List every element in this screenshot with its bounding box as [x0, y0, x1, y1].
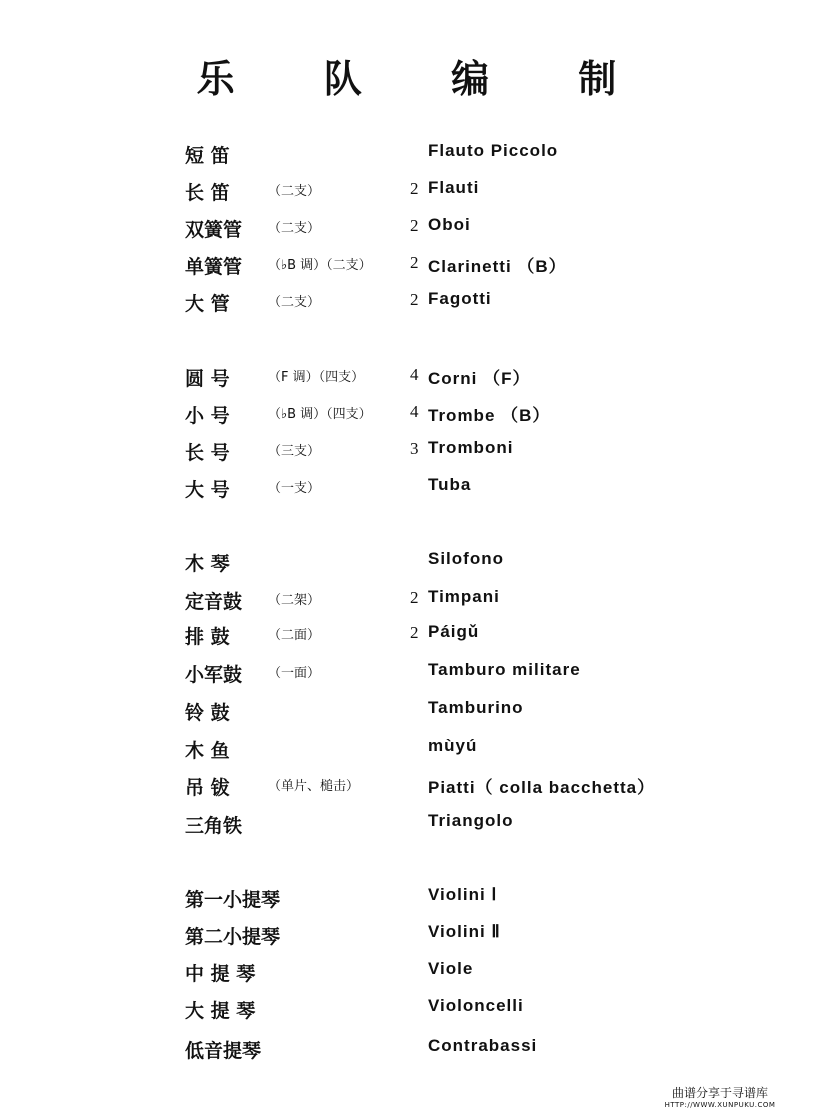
quantity-note: （一面） [268, 666, 321, 681]
italian-name: Flauto Piccolo [428, 141, 559, 160]
chinese-name: 中 提 琴 [185, 963, 256, 985]
quantity-note: （二支） [268, 295, 321, 310]
chinese-name: 木 鱼 [185, 740, 230, 762]
quantity-note: （一支） [268, 481, 321, 496]
italian-name: mùyú [428, 736, 478, 755]
italian-name: Piatti（ colla bacchetta） [428, 778, 656, 797]
instrument-row-trombones [0, 438, 813, 474]
instrument-row-horns [0, 364, 813, 400]
chinese-name: 大 管 [185, 293, 230, 315]
quantity-note: （三支） [268, 444, 321, 459]
italian-name: Violoncelli [428, 996, 524, 1015]
instrument-row-wood-block [0, 736, 813, 772]
count: 2 [410, 253, 419, 272]
chinese-name: 第一小提琴 [185, 889, 281, 911]
quantity-note: （F 调）（四支） [268, 370, 365, 385]
instrument-row-xylophone [0, 549, 813, 585]
italian-name: Contrabassi [428, 1036, 538, 1055]
instrument-row-flutes [0, 178, 813, 214]
instrument-row-cello [0, 996, 813, 1032]
chinese-name: 第二小提琴 [185, 926, 281, 948]
chinese-name: 大 提 琴 [185, 1000, 256, 1022]
instrument-row-double-bass [0, 1036, 813, 1072]
instrument-row-triangle [0, 811, 813, 847]
count: 3 [410, 439, 419, 458]
quantity-note: （单片、槌击） [268, 779, 360, 794]
italian-name: Flauti [428, 178, 480, 197]
instrument-row-timpani [0, 587, 813, 623]
instrument-row-piccolo [0, 141, 813, 177]
count: 4 [410, 402, 419, 421]
watermark-site: 曲谱分享于寻谱库 [671, 1086, 768, 1100]
chinese-name: 小 号 [185, 405, 230, 427]
quantity-note: （二支） [268, 184, 321, 199]
chinese-name: 小军鼓 [185, 664, 243, 686]
count: 2 [410, 588, 419, 607]
count: 2 [410, 623, 419, 642]
italian-name: Trombe （B） [428, 406, 551, 425]
italian-name: Tamburo militare [428, 660, 581, 679]
italian-name: Silofono [428, 549, 504, 568]
instrument-row-snare-drum [0, 660, 813, 696]
instrument-row-violin-2 [0, 922, 813, 958]
quantity-note: （二架） [268, 593, 321, 608]
italian-name: Violini Ⅱ [428, 922, 501, 941]
chinese-name: 单簧管 [185, 256, 243, 278]
quantity-note: （♭B 调）（二支） [268, 258, 372, 273]
count: 2 [410, 290, 419, 309]
quantity-note: （二面） [268, 628, 321, 643]
chinese-name: 木 琴 [185, 553, 230, 575]
count: 2 [410, 179, 419, 198]
italian-name: Triangolo [428, 811, 514, 830]
watermark-url: HTTP://WWW.XUNPUKU.COM [664, 1101, 776, 1109]
chinese-name: 三角铁 [185, 815, 243, 837]
italian-name: Tamburino [428, 698, 524, 717]
italian-name: Oboi [428, 215, 471, 234]
instrument-row-clarinets [0, 252, 813, 288]
chinese-name: 排 鼓 [185, 626, 230, 648]
italian-name: Timpani [428, 587, 500, 606]
italian-name: Clarinetti （B） [428, 257, 567, 276]
chinese-name: 定音鼓 [185, 591, 243, 613]
italian-name: Viole [428, 959, 474, 978]
instrument-row-oboes [0, 215, 813, 251]
italian-name: Violini Ⅰ [428, 885, 498, 904]
instrument-row-trumpets [0, 401, 813, 437]
chinese-name: 大 号 [185, 479, 230, 501]
italian-name: Fagotti [428, 289, 492, 308]
chinese-name: 双簧管 [185, 219, 243, 241]
instrument-row-cymbal [0, 773, 813, 809]
instrument-row-paigu [0, 622, 813, 658]
italian-name: Tuba [428, 475, 472, 494]
chinese-name: 圆 号 [185, 368, 230, 390]
count: 2 [410, 216, 419, 235]
page-title: 乐 队 编 制 [196, 57, 655, 101]
italian-name: Tromboni [428, 438, 514, 457]
watermark [650, 1084, 790, 1109]
instrument-row-tambourine [0, 698, 813, 734]
instrument-row-tuba [0, 475, 813, 511]
count: 4 [410, 365, 419, 384]
instrument-row-viola [0, 959, 813, 995]
chinese-name: 吊 钹 [185, 777, 230, 799]
chinese-name: 低音提琴 [185, 1040, 262, 1062]
italian-name: Páigǔ [428, 622, 480, 641]
chinese-name: 长 笛 [185, 182, 230, 204]
quantity-note: （二支） [268, 221, 321, 236]
chinese-name: 短 笛 [185, 145, 230, 167]
quantity-note: （♭B 调）（四支） [268, 407, 372, 422]
chinese-name: 长 号 [185, 442, 230, 464]
italian-name: Corni （F） [428, 369, 531, 388]
instrument-row-violin-1 [0, 885, 813, 921]
chinese-name: 铃 鼓 [185, 702, 230, 724]
instrument-row-bassoons [0, 289, 813, 325]
